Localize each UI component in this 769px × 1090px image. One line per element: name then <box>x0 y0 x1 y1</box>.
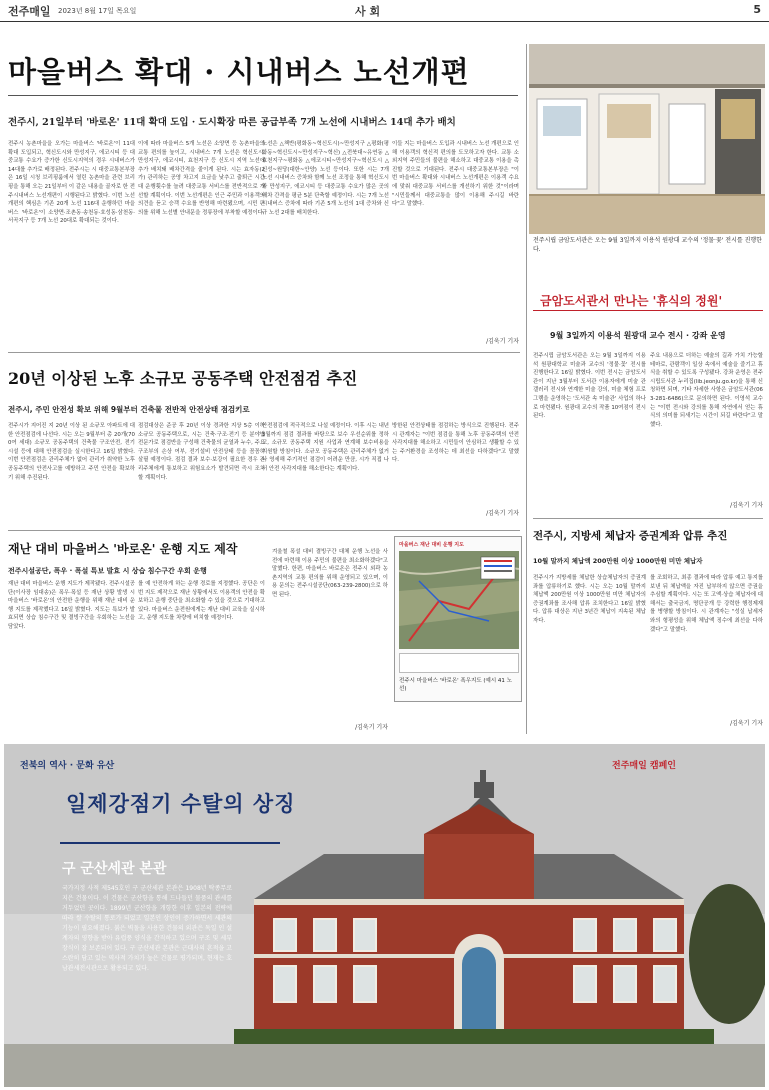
a3-subhead: 전주시, 주민 안전성 확보 위해 9월부터 건축물 전반적 안전상태 점검키로 <box>8 405 250 414</box>
a3-col1: 전주시가 지어진 지 20년 이상 된 소규모 아파트에 대한 안전점검에 나선다. 시는 오는 9월부터 총 20개(700여 세대) 소규모 공동주택의 건축물 구조안전, 전기 시설 등에 대해 안전점검을 실시한다고 16일 밝혔다. 이번 안전점검은 관리주체가 없어 관리가 취약한 노후 공동주택의 안전사고를 예방하고 주민 안전을 확보하기 위해 추진된다. <box>8 423 135 481</box>
a3-byline: /김욱기 기자 <box>486 510 519 517</box>
page-number: 5 <box>753 3 761 16</box>
a5-byline: /김욱기 기자 <box>730 720 763 727</box>
a4-map-caption: 전주시 마을버스 '바로온' 폭우지도 (예시 41 노선) <box>399 678 512 692</box>
a5-col1: 전주시가 지방세를 체납한 상습체납자의 증권계좌를 압류하기로 했다. 시는 오는 10월 말까지 체납액 200만원 이상 1000만원 미만 체납자의 증권계좌를 조사해 압류 조치한다고 16일 밝혔다. 압류 대상은 지난 3년간 체납이 지속된 체납자다. <box>533 575 646 624</box>
a5-top-rule <box>533 518 763 519</box>
a4-headline: 재난 대비 마을버스 '바로온' 운행 지도 제작 <box>8 542 238 556</box>
campaign-left-tag: 전북의 역사 · 문화 유산 <box>20 761 115 771</box>
campaign-title: 일제강점기 수탈의 상징 <box>66 791 296 816</box>
a2-byline: /김욱기 기자 <box>730 502 763 509</box>
campaign-section <box>4 744 765 1087</box>
a1-byline: /김욱기 기자 <box>486 338 519 345</box>
masthead-paper: 전주매일 <box>8 5 51 18</box>
masthead-section: 사 회 <box>355 5 381 18</box>
a1-col3: 노선은 △책반(평화동~혁신도시)~만성지구 △평화(평화동~혁신도시~만성지구~혁신) △전북대~유연동 △효천지구~평화동 △에코시티~만성지구~혁신도시 △신성~원당(대한~안양) 노선 등이다. 또한 시는 7개 노선 시내버스 증차와 함께 노선 조정을 통해 혁신도시와 만성지구, 에코시티 등 대중교통 수요가 많은 곳의 배차 간격을 평균 5분 단축할 예정이다. 시는 7개 노선 시내버스 증차에 따라 기존 5개 노선의 1대 증차와 신규 노선 2대를 배치한다. <box>262 141 389 216</box>
a2-col1: 전주시립 금암도서관은 오는 9월 3일까지 이용석 원광대학교 미술과 교수의 '정물·꽃' 전시를 진행한다고 16일 밝혔다. 이번 전시는 금암도서관이 지난 3월부터 도서관 이용자에게 미술 관 갤러리 전시와 연계한 미술 강의, 미술 체험 프로그램을 운영하는 '도서관 속 미술관' 사업의 하나로 마련됐다. 원광대 교수의 작품 10여점이 전시된다. <box>533 353 646 420</box>
a5-col2: 를 조회하고, 최종 결과에 따라 압류 예고 통지를 보낸 뒤 체납액을 자진 납부하지 않으면 증권을 추심할 계획이다. 시는 또 고액·상습 체납자에 대해서는 출국금지, 명단공개 등 강력한 행정제재를 병행할 방침이다. 시 관계자는 "성실 납세자와의 형평성을 위해 체납액 징수에 최선을 다하겠다"고 말했다. <box>650 575 763 633</box>
a4-col1: 재난 대비 마을버스 운행 지도가 제작됐다. 전주시설공단(이사장 임대송)은 폭우·폭설 등 재난 상황 발생 시 마을버스 '바로온'의 안전한 운행을 위해 재난 대비 운행 지도를 제작했다고 16일 밝혔다. 지도는 특보가 발효되면 상습 침수구간 및 결빙구간을 우회하는 노선을 담았다. <box>8 581 135 630</box>
a4-byline: /김욱기 기자 <box>355 724 388 731</box>
column-divider <box>526 44 527 734</box>
a1-headline: 마을버스 확대 · 시내버스 노선개편 <box>8 55 470 89</box>
campaign-subtitle: 구 군산세관 본관 <box>62 861 167 877</box>
a4-map-figure <box>394 536 522 702</box>
a2-rule <box>533 310 763 311</box>
a3-top-rule <box>8 352 520 353</box>
campaign-title-rule <box>60 842 280 844</box>
a4-top-rule <box>8 530 520 531</box>
a4-col3: 겨울철 폭설 대비 결빙구간 대체 운행 노선을 사전에 마련해 이용 주민의 불편을 최소화하겠다"고 말했다. 한편, 마을버스 바로온은 전주시 외곽 농촌지역의 교통 편의를 위해 운영되고 있으며, 이용 문의는 전주시설공단(063-239-2800)으로 하면 된다. <box>272 549 388 598</box>
campaign-body: 국가지정 사적 제545호인 구 군산세관 본관은 1908년 탁종무로 지은 건물이다. 이 건물은 군산항을 통해 드나들던 물품의 관세를 거두었던 곳이다. 1899년 군산항을 개항한 이후 일본의 전략에 따라 쌀 수탈의 통로가 되었고 일본인 상인이 증가하면서 세관의 기능이 필요해졌다. 붉은 벽돌을 사용한 건물의 외관은 독일 인 설계자의 영향을 받아 유럽풍 양식을 간직하고 있으며 구조 및 세부 장식이 잘 보존되어 있다. 구 군산세관 본관은 근대사의 흔적을 고스란히 담고 있는 역사적 가치가 높은 건물로 평가되며, 현재는 호남관세전시관으로 활용되고 있다. <box>62 885 232 972</box>
masthead-date: 2023년 8월 17일 목요일 <box>58 7 137 15</box>
a3-col4: 방한된 안전상태를 점검하는 방식으로 진행된다. 전주시 관계자는 "이번 점검을 통해 노후 공동주택의 안전 사각지대를 해소하고 시민들이 안심하고 생활할 수 있는 주거환경을 조성하는 데 최선을 다하겠다"고 말했다. <box>392 423 519 464</box>
a2-subhead: 9월 3일까지 이용석 원광대 교수 전시 · 강좌 운영 <box>550 331 726 340</box>
a2-caption: 전주시립 금암도서관은 오는 9월 3일까지 이용석 원광대 교수의 '정물·꽃' 전시를 진행한다. <box>533 237 762 253</box>
a1-col1: 전주시 농촌마을을 오가는 마을버스 '바로온'이 11대 확대 도입되고, 혁신도시와 만성지구, 에코시티 등 대중교통 수요가 증가한 신도시지역의 경우 시내버스가 14대를 추가로 배정된다. 전주시는 시 대중교통본부장은 16일 시청 브리핑룸에서 열린 농촌마을 관련 브리핑을 통해 오는 21일부터 이 같은 내용을 골자로 한 전주시내버스 노선개편이 시행된다고 밝혔다. 이번 노선 개편의 핵심은 기존 20개 노선 116대 운행하던 마을버스 '바로온'이 소양면·조촌동·송천동·호성동·삼천동·서곡지구 등 7개 노선 20대로 확대되는 것이다. <box>8 141 135 225</box>
a4-map-legend <box>399 653 519 673</box>
a4-col2: 를 예 안전하게 하는 운행 경로를 지정했다. 공단은 이번 지도 제작으로 재난 상황에서도 이용객의 안전을 확보하고 운행 중단을 최소화할 수 있을 것으로 기대하고 있다. 마을버스 운전원에게는 재난 대비 교육을 실시하고, 운행 지도를 차량에 비치할 예정이다. <box>138 581 265 622</box>
a2-headline: 금암도서관서 만나는 '휴식의 정원' <box>540 294 723 308</box>
a3-headline: 20년 이상된 노후 소규모 공동주택 안전점검 추진 <box>8 369 358 388</box>
a1-col4: 이들 지는 마을버스 도입과 시내버스 노선 개편으로 인해 이용객의 혁신적 편의를 도모하고자 한다. 교통 소외지역 주민들의 불편을 해소하고 대중교통 이용을 촉진할 것으로 기대된다. 전주시 대중교통본부장은 "이번 마을버스 확대와 시내버스 노선개편은 이용객 수요에 맞춰 대중교통 서비스를 개선하기 위한 것"이라며 "시민들께서 대중교통을 많이 이용해 주시길 바란다"고 말했다. <box>392 141 519 208</box>
a1-subhead: 전주시, 21일부터 '바로온' 11대 확대 도입 · 도시확장 따른 공급부족 7개 노선에 시내버스 14대 추가 배치 <box>8 117 456 128</box>
a5-headline: 전주시, 지방세 체납자 증권계좌 압류 추진 <box>533 530 728 542</box>
masthead <box>0 0 769 22</box>
a4-map-title: 마을버스 재난 대비 운행 지도 <box>399 542 464 548</box>
campaign-right-tag: 전주매일 캠페인 <box>612 761 676 771</box>
a3-col3: 안전점검에 적극적으로 나설 예정이다. 이후 시는 내년 3월까지 점검 결과를 바탕으로 보수 우선순위를 정하고, 소규모 공동주택 지원 사업과 연계해 보수비용을 지원할 방침이다. 소규모 공동주택은 관리주체가 없거나 영세해 주기적인 점검이 어려운 만큼, 시가 직접 나서 안전 사각지대를 해소한다는 계획이다. <box>262 423 389 472</box>
library-photo <box>529 44 765 234</box>
a1-rule <box>8 95 518 96</box>
a4-map-image <box>399 551 519 649</box>
a2-col2: 주요 내용으로 더하는 예술의 길과 가치 가능할 테마로, 관람객이 일상 속에서 예술을 즐기고 휴식을 취할 수 있도록 구성됐다. 강좌 운영은 전주시립도서관 누리집(lib.jeonju.go.kr)을 통해 신청하면 되며, 기타 자세한 사항은 금암도서관(063-281-6486)으로 문의하면 된다. 이영석 교수는 "이번 전시와 강의를 통해 자연에서 얻는 휴식의 의미를 되새기는 시간이 되길 바란다"고 말했다. <box>650 353 763 428</box>
a5-subhead: 10월 말까지 체납액 200만원 이상 1000만원 미만 체납자 <box>533 557 703 565</box>
a4-subhead: 전주시설공단, 폭우 · 폭설 특보 발효 시 상습 침수구간 우회 운행 <box>8 567 207 575</box>
a3-col2: 점검대상은 준공 후 20년 이상 경과한 지상 5층 이하 소규모 공동주택으로, 시는 건축·구조·전기 등 분야별 전문가로 점검반을 구성해 건축물의 균열과 누수, 주요 구조부의 손상 여부, 전기설비 안전상태 등을 꼼꼼히 살필 예정이다. 점검 결과 보수·보강이 필요한 경우 관리주체에게 통보하고 위험요소가 발견되면 즉시 조치할 계획이다. <box>138 423 265 481</box>
a1-col2: 이에 따라 마을버스 5개 노선은 소양면 등 농촌마을의 교통 편의를 높이고, 시내버스 7개 노선은 혁신도시, 만성지구, 에코시티, 효천지구 등 신도시 지역 노선에 추가 배치돼 배차간격을 줄이게 된다. 시는 효자동(2가) 관리하는 공영 차고지 요금을 낮추고 출퇴근 시간대 운행횟수를 늘려 대중교통 서비스를 전반적으로 개선할 계획이다. 이번 노선개편은 인근 주민과 이용객의 의견을 듣고 승객 수요를 반영해 마련됐으며, 시민 편의를 위해 노선별 안내문을 정류장에 부착할 예정이다. <box>138 141 265 216</box>
